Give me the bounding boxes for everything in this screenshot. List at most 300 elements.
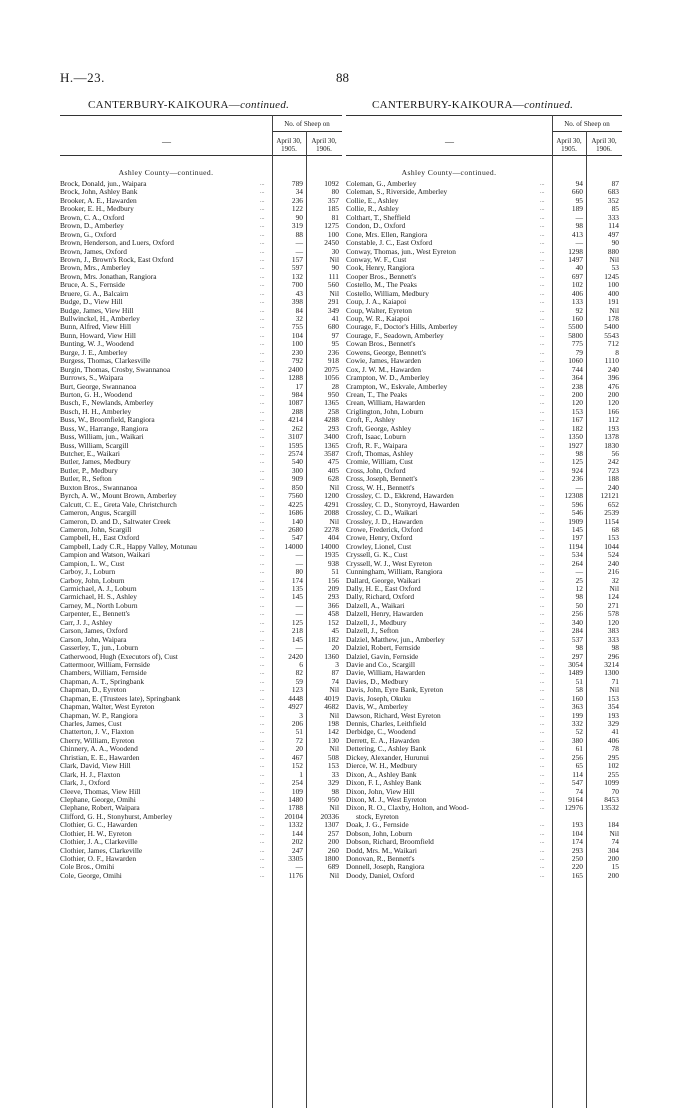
sheep-1905: 340 [571, 617, 583, 627]
sheep-1906: Nil [329, 803, 339, 813]
leader-dots: ... [260, 442, 265, 449]
sheep-1905: 182 [571, 423, 583, 433]
sheep-1905: 238 [571, 381, 583, 391]
entry-name: Doody, Daniel, Oxford [346, 871, 415, 880]
sheep-1906: 1360 [324, 651, 339, 661]
leader-dots: ... [260, 830, 265, 837]
leader-dots: ... [260, 299, 265, 306]
sheep-1905: 100 [291, 339, 303, 349]
entry-name: Dawson, Richard, West Eyreton [346, 711, 441, 720]
sheep-1905: — [575, 482, 583, 492]
sheep-1906: 152 [327, 617, 339, 627]
entry-name: Dierce, W. H., Medbury [346, 762, 418, 771]
entry-name: Brown, Mrs., Amberley [60, 264, 131, 273]
entry-name: Courage, F., Seadown, Amberley [346, 331, 444, 340]
sheep-1905: 12308 [564, 491, 583, 501]
leader-dots: ... [260, 290, 265, 297]
leader-dots: ... [540, 417, 545, 424]
entry-name: Carney, M., North Loburn [60, 601, 138, 610]
entry-name: Campion, L. W., Cust [60, 559, 125, 568]
sheep-1906: 1365 [324, 398, 339, 408]
entry-name: Conway, Thomas, jun., West Eyreton [346, 247, 456, 256]
sheep-1905: 1 [299, 769, 303, 779]
sheep-1905: 2400 [288, 364, 303, 374]
sheep-1905: 547 [571, 778, 583, 788]
sheep-1906: 153 [607, 533, 619, 543]
entry-name: Buss, William, jun., Waikari [60, 433, 144, 442]
leader-dots: ... [260, 729, 265, 736]
leader-dots: ... [540, 594, 545, 601]
sheep-1906: 458 [327, 609, 339, 619]
sheep-1905: 140 [291, 516, 303, 526]
leader-dots: ... [260, 813, 265, 820]
left-rule-top [60, 115, 342, 116]
sheep-1906: 329 [607, 719, 619, 728]
sheep-1905: — [295, 550, 303, 560]
sheep-1906: 1935 [324, 550, 339, 560]
leader-dots: ... [540, 577, 545, 584]
leader-dots: ... [260, 510, 265, 517]
entry-name: Cross, Joseph, Bennett's [346, 475, 418, 484]
leader-dots: ... [260, 594, 265, 601]
leader-dots: ... [540, 231, 545, 238]
leader-dots: ... [540, 349, 545, 356]
sheep-1905: 144 [291, 828, 303, 838]
entry-name: Croft, R. F., Waipara [346, 441, 408, 450]
leader-dots: ... [540, 501, 545, 508]
table-row [346, 804, 622, 812]
sheep-1905: 160 [571, 693, 583, 703]
sheep-1906: 111 [328, 271, 339, 281]
entry-name: Dalzell, Henry, Hawarden [346, 610, 424, 619]
sheep-1905: 52 [575, 727, 583, 737]
leader-dots: ... [260, 864, 265, 871]
leader-dots: ... [540, 273, 545, 280]
sheep-1905: 123 [291, 685, 303, 695]
sheep-1905: 1686 [288, 508, 303, 518]
leader-dots: ... [540, 189, 545, 196]
leader-dots: ... [540, 754, 545, 761]
sheep-1905: 153 [571, 406, 583, 416]
sheep-1906: 304 [607, 845, 619, 855]
sheep-1906: 2539 [604, 508, 619, 518]
sheep-1906: 293 [327, 592, 339, 602]
leader-dots: ... [260, 788, 265, 795]
leader-dots: ... [540, 400, 545, 407]
sheep-1905: 50 [575, 600, 583, 610]
sheep-1905: 59 [295, 676, 303, 686]
sheep-1906: 333 [607, 634, 619, 644]
sheep-1905: 34 [295, 187, 303, 197]
sheep-1906: 1099 [604, 778, 619, 788]
leader-dots: ... [540, 434, 545, 441]
leader-dots: ... [540, 687, 545, 694]
left-sheep-header: No. of Sheep on [284, 120, 330, 128]
leader-dots: ... [540, 695, 545, 702]
entry-name: Condon, D., Oxford [346, 222, 406, 231]
sheep-1905: 133 [571, 297, 583, 307]
entry-name: Coup, W. R., Kaiapoi [346, 315, 410, 323]
leader-dots: ... [260, 796, 265, 803]
leader-dots: ... [260, 636, 265, 643]
sheep-1906: Nil [329, 685, 339, 695]
sheep-1905: 4927 [288, 702, 303, 712]
entry-name: Derrett, E. A., Hawarden [346, 736, 420, 745]
sheep-1905: 1350 [568, 432, 583, 442]
sheep-1906: 200 [607, 389, 619, 399]
entry-name: Buss, W., Broomfield, Rangiora [60, 416, 155, 425]
entry-name: Brown, Henderson, and Luers, Oxford [60, 239, 174, 248]
entry-name: Crowe, Frederick, Oxford [346, 525, 423, 534]
sheep-1905: 102 [571, 280, 583, 290]
sheep-1906: 51 [331, 567, 339, 577]
sheep-1905: 32 [295, 314, 303, 323]
sheep-1905: 145 [291, 592, 303, 602]
sheep-1905: 697 [571, 271, 583, 281]
sheep-1905: 5800 [568, 330, 583, 340]
leader-dots: ... [260, 645, 265, 652]
sheep-1905: — [575, 567, 583, 577]
sheep-1905: 1788 [288, 803, 303, 813]
entry-name: Clark, H. J., Flaxton [60, 770, 121, 779]
entry-name: Crossley, C. D., Waikari [346, 509, 418, 518]
entry-name: Dobson, Richard, Broomfield [346, 838, 434, 847]
entry-name: Bunn, Howard, View Hill [60, 331, 136, 340]
sheep-1905: 104 [571, 828, 583, 838]
entry-name: Chapman, E. (Trustees late), Springbank [60, 694, 181, 703]
sheep-1906: 508 [327, 752, 339, 762]
sheep-1906: 2075 [324, 364, 339, 374]
leader-dots: ... [260, 265, 265, 272]
leader-dots: ... [260, 366, 265, 373]
sheep-1906: 950 [327, 389, 339, 399]
sheep-1905: 202 [291, 837, 303, 847]
leader-dots: ... [540, 712, 545, 719]
leader-dots: ... [260, 704, 265, 711]
sheep-1905: 254 [291, 778, 303, 788]
sheep-1905: 1288 [288, 373, 303, 383]
sheep-1905: 546 [571, 508, 583, 518]
sheep-1906: 950 [327, 794, 339, 804]
sheep-1906: 683 [607, 187, 619, 197]
sheep-1905: 1087 [288, 398, 303, 408]
leader-dots: ... [540, 560, 545, 567]
sheep-1905: 1497 [568, 254, 583, 264]
sheep-1906: 142 [327, 727, 339, 737]
sheep-1905: 406 [571, 288, 583, 298]
sheep-1906: 1378 [604, 432, 619, 442]
entry-name: Cattermoor, William, Fernside [60, 660, 150, 669]
entry-name: Croft, Thomas, Ashley [346, 450, 414, 458]
sheep-1906: 258 [327, 406, 339, 416]
entry-name: Catherwood, Hugh (Executors of), Cust [60, 652, 178, 661]
table-row [346, 872, 622, 880]
sheep-1905: 924 [571, 465, 583, 475]
entry-name: Croft, F., Ashley [346, 416, 395, 425]
entry-name: Cross, John, Oxford [346, 466, 406, 475]
sheep-1906: 1800 [324, 854, 339, 863]
entry-name: Croft, Isaac, Loburn [346, 433, 406, 442]
leader-dots: ... [540, 704, 545, 711]
leader-dots: ... [260, 467, 265, 474]
entry-name: Cox, J. W. M., Hawarden [346, 365, 421, 374]
leader-dots: ... [260, 526, 265, 533]
sheep-1905: — [295, 600, 303, 610]
sheep-1905: 332 [571, 719, 583, 728]
sheep-1905: 43 [295, 288, 303, 298]
sheep-1906: 85 [611, 204, 619, 214]
entry-name: Cowan Bros., Bennett's [346, 340, 416, 349]
leader-dots: ... [260, 214, 265, 221]
entry-name: Dalziel, Robert, Fernside [346, 644, 421, 653]
sheep-1906: 100 [327, 229, 339, 239]
sheep-1906: 4288 [324, 415, 339, 425]
entry-name: Butler, P., Medbury [60, 466, 118, 475]
sheep-1906: 95 [331, 339, 339, 349]
leader-dots: ... [540, 746, 545, 753]
sheep-1906: 28 [331, 381, 339, 391]
leader-dots: ... [540, 375, 545, 382]
leader-dots: ... [540, 467, 545, 474]
leader-dots: ... [540, 206, 545, 213]
leader-dots: ... [540, 197, 545, 204]
entry-name: Croft, George, Ashley [346, 424, 412, 433]
entry-name: Clothier, G. C., Hawarden [60, 821, 138, 830]
entry-name: Crossley, C. D., Stonyroyd, Hawarden [346, 500, 460, 509]
sheep-1906: 257 [327, 828, 339, 838]
leader-dots: ... [540, 307, 545, 314]
entry-name: Carboy, J., Loburn [60, 568, 116, 577]
entry-name: Dally, Richard, Oxford [346, 593, 415, 602]
sheep-1906: 712 [607, 339, 619, 349]
sheep-1906: 329 [327, 778, 339, 788]
sheep-1905: 135 [291, 584, 303, 593]
sheep-1906: 396 [607, 373, 619, 383]
sheep-1905: 250 [571, 854, 583, 863]
sheep-1906: 166 [607, 406, 619, 416]
entry-name: Coleman, G., Amberley [346, 180, 417, 188]
sheep-1905: 122 [291, 204, 303, 214]
sheep-1906: 20 [331, 643, 339, 653]
entry-name: Carboy, John, Loburn [60, 576, 125, 585]
sheep-1906: 193 [607, 423, 619, 433]
sheep-1906: 1830 [604, 440, 619, 450]
leader-dots: ... [260, 577, 265, 584]
entry-name: Crowley, Lionel, Cust [346, 542, 412, 551]
sheep-1906: 240 [607, 558, 619, 568]
leader-dots: ... [260, 847, 265, 854]
sheep-1906: 182 [327, 634, 339, 644]
sheep-1906: 1092 [324, 179, 339, 188]
leader-dots: ... [260, 484, 265, 491]
leader-dots: ... [260, 763, 265, 770]
sheep-1906: 193 [607, 710, 619, 720]
entry-name: Brown, D., Amberley [60, 222, 124, 231]
entry-name: Cone, Mrs. Ellen, Rangiora [346, 230, 428, 239]
entry-name: Carmichael, A. J., Loburn [60, 585, 137, 593]
leader-dots: ... [260, 805, 265, 812]
sheep-1906: 3 [335, 659, 339, 669]
sheep-1905: — [575, 238, 583, 248]
leader-dots: ... [260, 628, 265, 635]
sheep-1906: 74 [331, 676, 339, 686]
leader-dots: ... [260, 822, 265, 829]
entry-name: Busch, H. H., Amberley [60, 407, 132, 416]
sheep-1906: 153 [327, 761, 339, 771]
sheep-1906: 406 [607, 735, 619, 745]
leader-dots: ... [540, 223, 545, 230]
leader-dots: ... [260, 543, 265, 550]
entry-name: Burgin, Thomas, Crosby, Swannanoa [60, 365, 171, 374]
sheep-1905: 206 [291, 719, 303, 728]
entry-name: Cole Bros., Omihi [60, 863, 115, 872]
sheep-1906: 71 [611, 676, 619, 686]
sheep-1905: 94 [575, 179, 583, 188]
table-row [60, 872, 342, 880]
sheep-1906: 191 [607, 297, 619, 307]
sheep-1905: 3054 [568, 659, 583, 669]
sheep-1905: 200 [571, 389, 583, 399]
sheep-1906: 185 [327, 204, 339, 214]
leader-dots: ... [540, 586, 545, 592]
sheep-1905: 293 [571, 845, 583, 855]
sheep-1906: 476 [607, 381, 619, 391]
sheep-1906: 97 [331, 330, 339, 340]
leader-dots: ... [260, 332, 265, 339]
sheep-1906: 475 [327, 457, 339, 467]
leader-dots: ... [260, 712, 265, 719]
sheep-1906: 1200 [324, 491, 339, 501]
leader-dots: ... [260, 856, 265, 862]
leader-dots: ... [260, 425, 265, 432]
sheep-1905: 109 [291, 786, 303, 796]
sheep-1906: 4291 [324, 499, 339, 509]
leader-dots: ... [540, 451, 545, 457]
sheep-1906: 178 [607, 314, 619, 323]
sheep-1906: 240 [607, 364, 619, 374]
entry-name: Burt, George, Swannanoa [60, 382, 137, 391]
leader-dots: ... [540, 358, 545, 365]
entry-name: Collie, E., Ashley [346, 196, 399, 205]
entry-name: Dallard, George, Waikari [346, 576, 421, 585]
leader-dots: ... [540, 628, 545, 635]
entry-name: Calcutt, C. E., Greta Vale, Christchurch [60, 500, 177, 509]
sheep-1906: 404 [327, 533, 339, 543]
sheep-1905: 92 [575, 305, 583, 315]
entry-name: Cleeve, Thomas, View Hill [60, 787, 141, 796]
leader-dots: ... [260, 661, 265, 668]
leader-dots: ... [260, 619, 265, 626]
sheep-1905: — [575, 212, 583, 222]
right-rows [346, 180, 622, 880]
entry-name: Cameron, D. and D., Saltwater Creek [60, 517, 171, 526]
leader-dots: ... [540, 256, 545, 263]
leader-dots: ... [540, 653, 545, 660]
entry-name: Chapman, A. T., Springbank [60, 677, 145, 686]
sheep-1906: 352 [607, 195, 619, 205]
leader-dots: ... [540, 324, 545, 331]
left-title-main: CANTERBURY-KAIKOURA— [88, 99, 241, 111]
sheep-1906: 354 [607, 702, 619, 712]
entry-name: Butcher, E., Waikari [60, 450, 120, 458]
leader-dots: ... [540, 181, 545, 187]
leader-dots: ... [260, 375, 265, 382]
leader-dots: ... [540, 518, 545, 525]
sheep-1906: 5543 [604, 330, 619, 340]
leader-dots: ... [260, 586, 265, 592]
sheep-1906: 56 [611, 449, 619, 458]
sheep-1906: 5400 [604, 322, 619, 332]
entry-name: Constable, J. C., East Oxford [346, 239, 433, 248]
left-rule-sub [272, 131, 342, 132]
leader-dots: ... [260, 408, 265, 415]
right-rule-top [346, 115, 622, 116]
right-title-continued: continued. [524, 99, 574, 111]
sheep-1906: 124 [607, 592, 619, 602]
sheep-1906: 918 [327, 356, 339, 366]
sheep-1905: 413 [571, 229, 583, 239]
sheep-1905: 1194 [568, 541, 583, 551]
entry-name: Donnell, Joseph, Rangiora [346, 863, 425, 872]
entry-name: Crean, T., The Peaks [346, 390, 408, 399]
leader-dots: ... [540, 729, 545, 736]
sheep-1905: 167 [571, 415, 583, 425]
entry-name: Brown, James, Oxford [60, 247, 127, 256]
entry-name: Bruere, G. A., Balcairn [60, 289, 129, 298]
sheep-1905: 534 [571, 550, 583, 560]
sheep-1906: 295 [607, 752, 619, 762]
sheep-1906: 2088 [324, 508, 339, 518]
sheep-1906: 1044 [604, 541, 619, 551]
leader-dots: ... [260, 434, 265, 441]
entry-name: Cromie, William, Cust [346, 458, 413, 467]
entry-name: Cryssell, G. K., Cust [346, 551, 408, 560]
entry-name: Coleman, S., Riverside, Amberley [346, 188, 448, 197]
sheep-1906: 70 [611, 786, 619, 796]
sheep-1905: 80 [295, 567, 303, 577]
sheep-1905: — [295, 862, 303, 872]
leader-dots: ... [260, 678, 265, 685]
leader-dots: ... [540, 872, 545, 879]
sheep-1906: 3400 [324, 432, 339, 442]
leader-dots: ... [260, 197, 265, 204]
entry-name: Brown, C. A., Oxford [60, 213, 125, 222]
leader-dots: ... [260, 383, 265, 390]
sheep-1905: 25 [575, 575, 583, 585]
leader-dots: ... [540, 341, 545, 348]
sheep-1906: 271 [607, 600, 619, 610]
sheep-1905: 95 [575, 195, 583, 205]
sheep-1906: 3214 [604, 659, 619, 669]
sheep-1906: Nil [329, 288, 339, 298]
entry-name: Cunningham, William, Rangiora [346, 568, 443, 577]
entry-name: Clark, David, View Hill [60, 762, 131, 771]
entry-name: Busch, F., Newlands, Amberley [60, 399, 154, 408]
sheep-1906: 383 [607, 626, 619, 636]
entry-name: Davie and Co., Scargill [346, 660, 416, 669]
sheep-1905: 145 [291, 634, 303, 644]
entry-name: Chinnery, A. A., Woodend [60, 745, 138, 754]
sheep-1906: 296 [607, 651, 619, 661]
entry-name: Donovan, R., Bennett's [346, 855, 415, 863]
sheep-1906: 8453 [604, 794, 619, 804]
leader-dots: ... [540, 822, 545, 829]
leader-dots: ... [260, 391, 265, 398]
sheep-1906: Nil [609, 828, 619, 838]
entry-name: Butler, R., Sefton [60, 475, 112, 484]
sheep-1905: 5500 [568, 322, 583, 332]
entry-name: Cole, George, Omihi [60, 871, 122, 880]
